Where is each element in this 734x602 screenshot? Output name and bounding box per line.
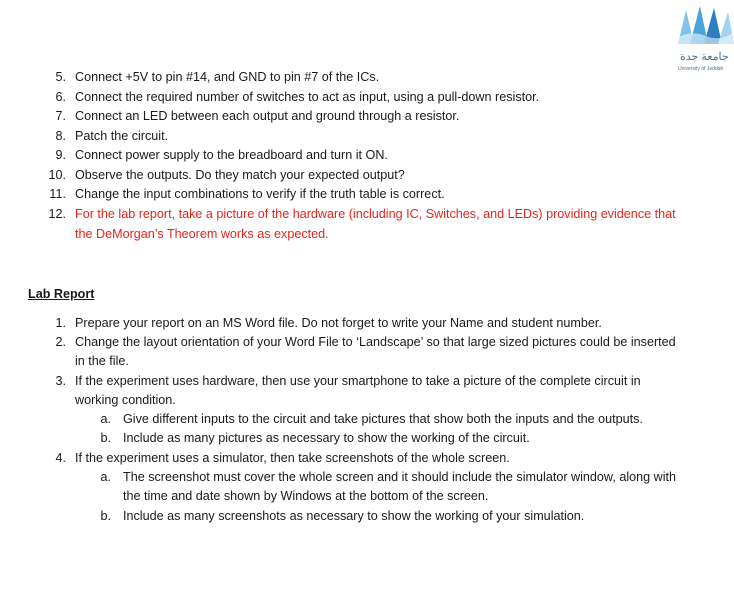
logo-english-text: University of Jeddah [678, 66, 724, 72]
university-logo [670, 4, 734, 76]
lab-report-heading: Lab Report [28, 287, 95, 301]
logo-wave-icon [676, 4, 734, 48]
logo-arabic-text: جامعة جدة [680, 51, 729, 63]
